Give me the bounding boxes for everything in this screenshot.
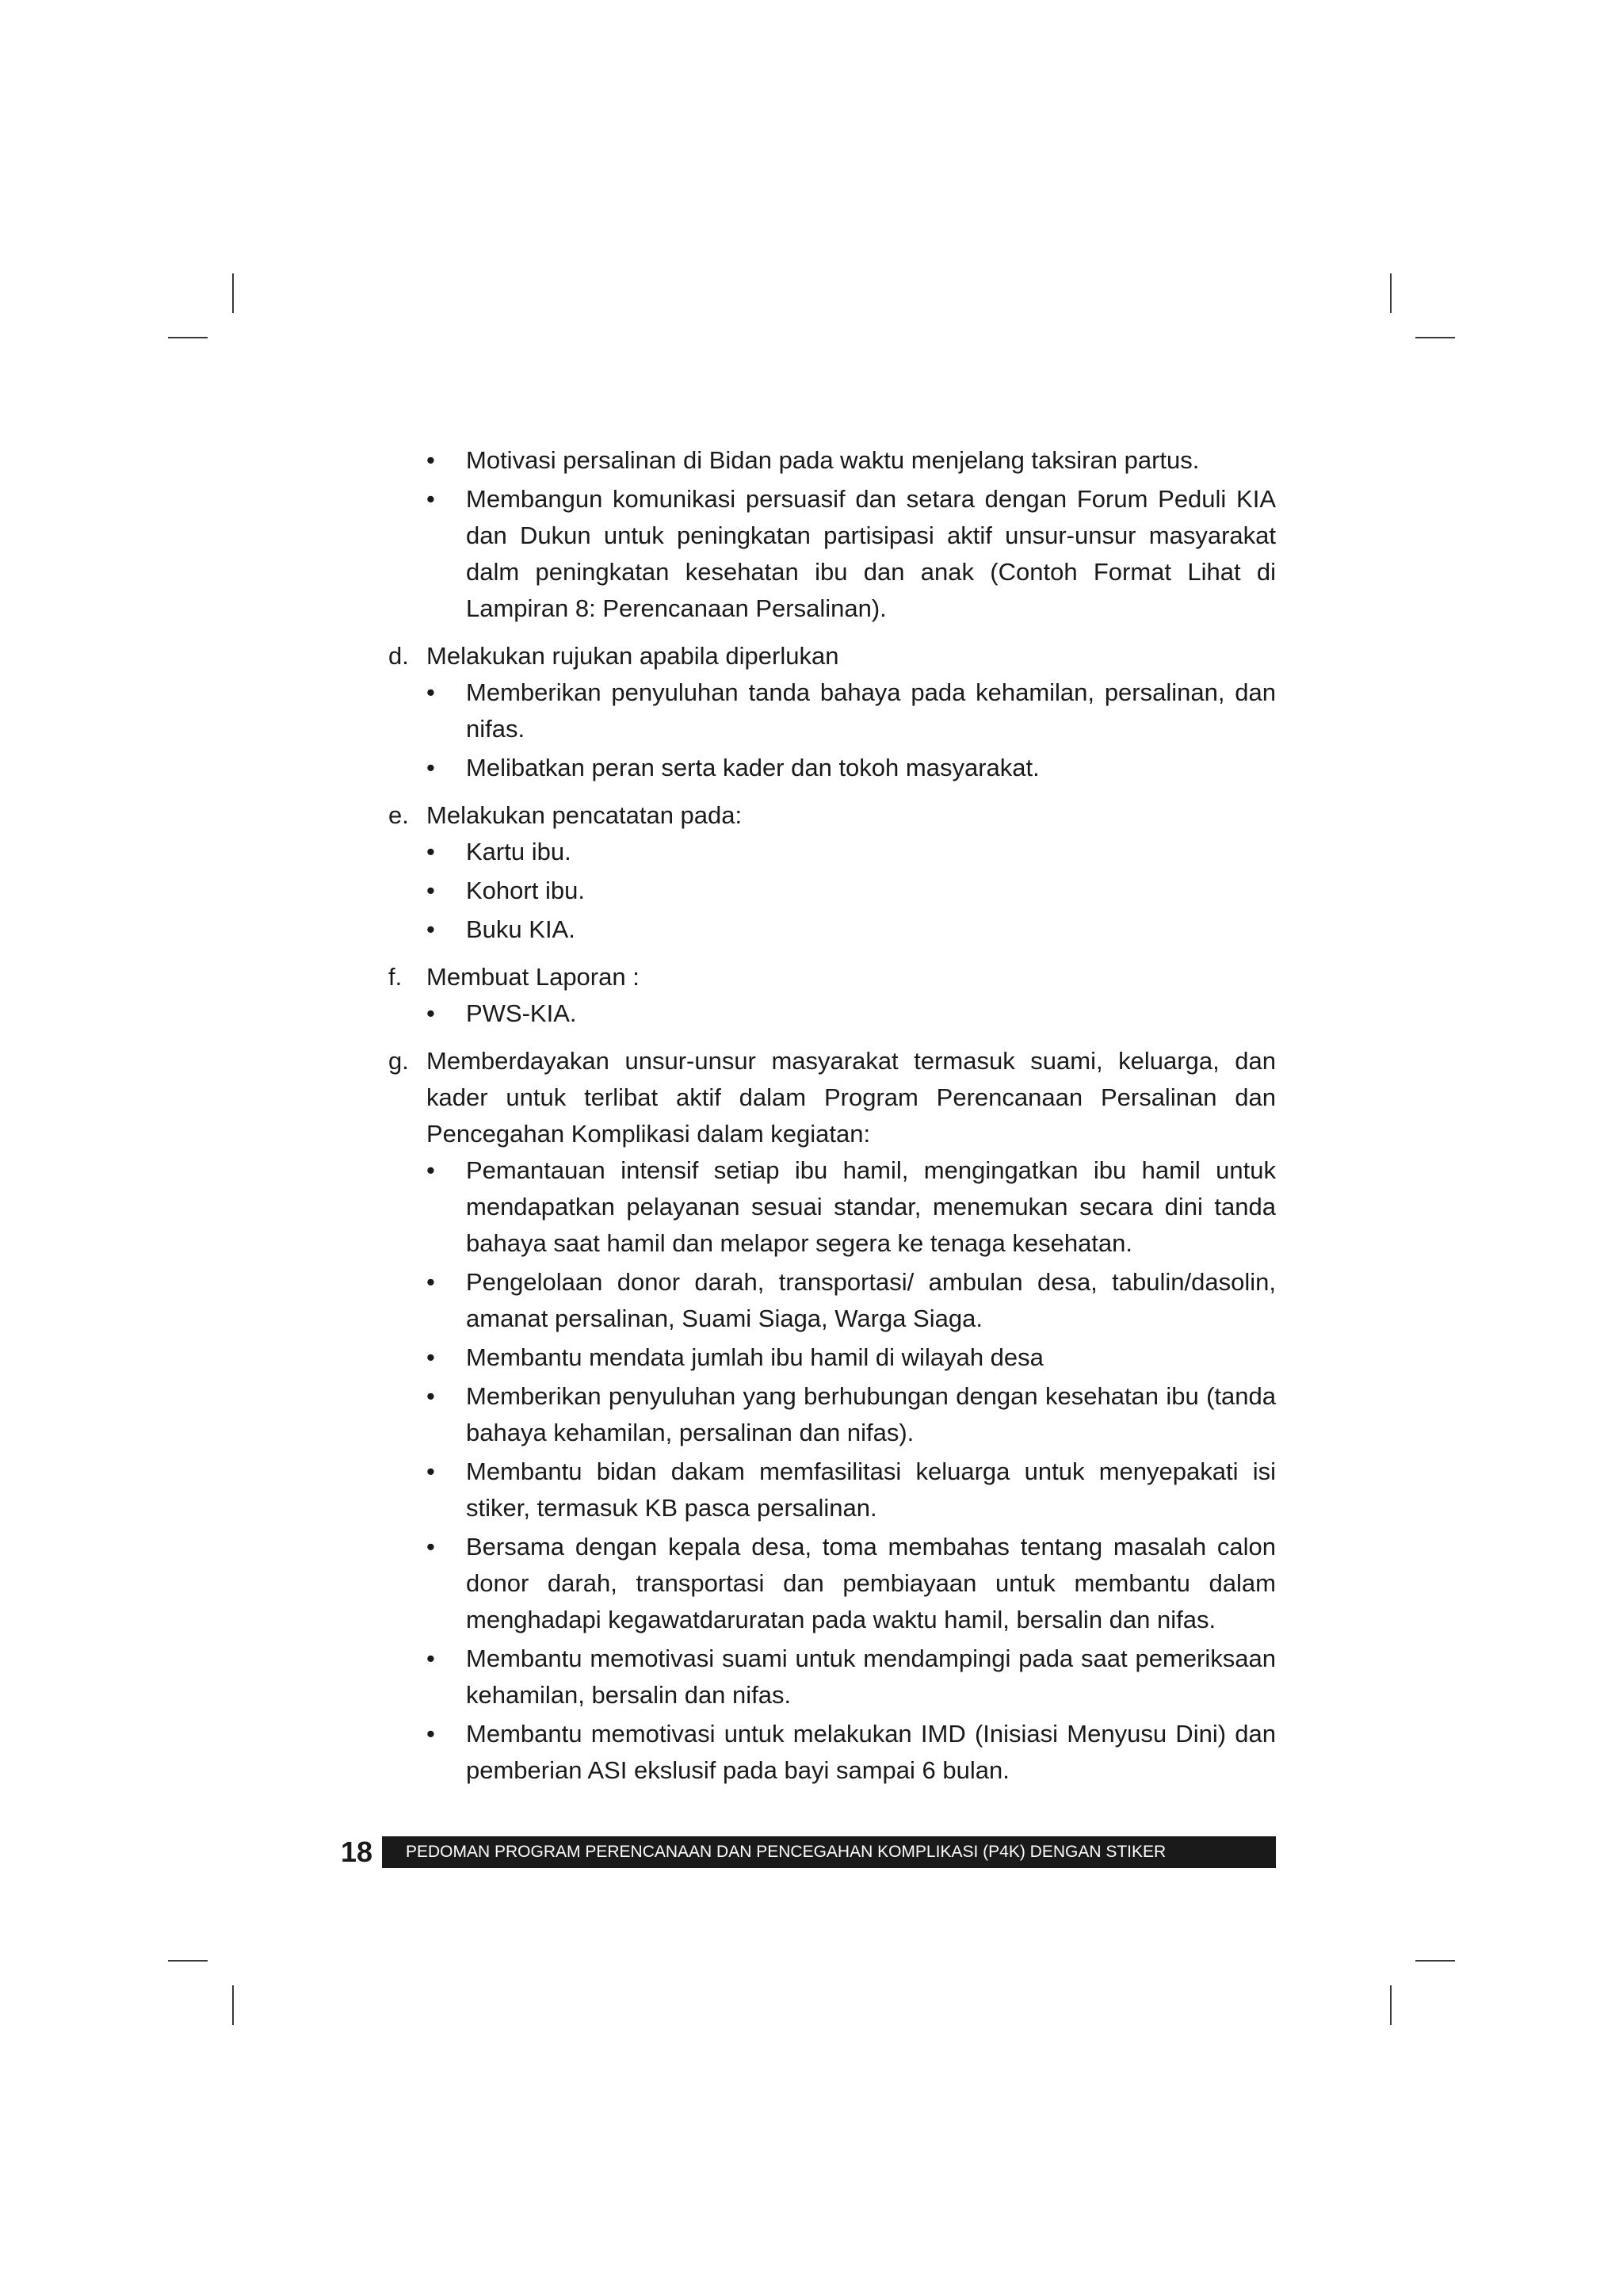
section-heading: Melakukan pencatatan pada: (426, 801, 743, 829)
list-item: • Kartu ibu. (426, 834, 1276, 870)
section-letter: d. (388, 642, 409, 670)
section-f (388, 959, 1276, 1032)
section-d (388, 638, 1276, 786)
list-item: • Pemantauan intensif setiap ibu hamil, mengingatkan ibu hamil untuk mendapatkan pelayanan sesuai standar, menemukan secara dini tanda bahaya saat hamil dan melapor segera ke tenaga kesehatan. (426, 1152, 1276, 1262)
list-item: • Kohort ibu. (426, 873, 1276, 909)
list-item: • PWS-KIA. (426, 995, 1276, 1032)
crop-mark-top-right-vertical (1390, 273, 1392, 313)
crop-mark-bottom-left-horizontal (168, 1960, 208, 1962)
section-heading: Membuat Laporan : (426, 963, 640, 991)
crop-mark-top-left-horizontal (168, 337, 208, 338)
list-item: • Membantu memotivasi untuk melakukan IMD (Inisiasi Menyusu Dini) dan pemberian ASI ekslusif pada bayi sampai 6 bulan. (426, 1716, 1276, 1789)
list-item: • Buku KIA. (426, 911, 1276, 948)
list-item: • Bersama dengan kepala desa, toma membahas tentang masalah calon donor darah, transportasi dan pembiayaan untuk membantu dalam menghadapi kegawatdaruratan pada waktu hamil, bersalin dan nifas. (426, 1529, 1276, 1638)
list-item: • Membantu mendata jumlah ibu hamil di wilayah desa (426, 1339, 1276, 1376)
list-item: • Pengelolaan donor darah, transportasi/ ambulan desa, tabulin/dasolin, amanat persalinan, Suami Siaga, Warga Siaga. (426, 1264, 1276, 1337)
crop-mark-bottom-left-vertical (232, 1985, 234, 2025)
crop-mark-bottom-right-vertical (1390, 1985, 1392, 2025)
section-letter: g. (388, 1047, 409, 1075)
page-number: 18 (341, 1836, 373, 1868)
list-item: • Membantu memotivasi suami untuk mendampingi pada saat pemeriksaan kehamilan, bersalin dan nifas. (426, 1641, 1276, 1713)
footer-title-bar: PEDOMAN PROGRAM PERENCANAAN DAN PENCEGAHAN KOMPLIKASI (P4K) DENGAN STIKER (382, 1836, 1276, 1868)
section-g (388, 1043, 1276, 1789)
list-item: • Membangun komunikasi persuasif dan setara dengan Forum Peduli KIA dan Dukun untuk peningkatan partisipasi aktif unsur-unsur masyarakat dalm peningkatan kesehatan ibu dan anak (Contoh Format Lihat di Lampiran 8: Perencanaan Persalinan). (388, 481, 1276, 627)
section-heading: Memberdayakan unsur-unsur masyarakat termasuk suami, keluarga, dan kader untuk terlibat aktif dalam Program Perencanaan Persalinan dan Pencegahan Komplikasi dalam kegiatan: (426, 1047, 1276, 1148)
section-e (388, 797, 1276, 948)
list-item: • Motivasi persalinan di Bidan pada waktu menjelang taksiran partus. (388, 442, 1276, 479)
section-heading: Melakukan rujukan apabila diperlukan (426, 642, 839, 670)
crop-mark-top-right-horizontal (1415, 337, 1455, 338)
list-item: • Memberikan penyuluhan tanda bahaya pada kehamilan, persalinan, dan nifas. (426, 674, 1276, 747)
page-body (388, 442, 1276, 1789)
list-item: • Memberikan penyuluhan yang berhubungan dengan kesehatan ibu (tanda bahaya kehamilan, persalinan dan nifas). (426, 1378, 1276, 1451)
section-letter: e. (388, 801, 409, 829)
section-letter: f. (388, 963, 403, 991)
list-item: • Melibatkan peran serta kader dan tokoh masyarakat. (426, 750, 1276, 786)
page-footer (341, 1836, 1276, 1868)
crop-mark-top-left-vertical (232, 273, 234, 313)
list-item: • Membantu bidan dakam memfasilitasi keluarga untuk menyepakati isi stiker, termasuk KB pasca persalinan. (426, 1454, 1276, 1526)
crop-mark-bottom-right-horizontal (1415, 1960, 1455, 1962)
